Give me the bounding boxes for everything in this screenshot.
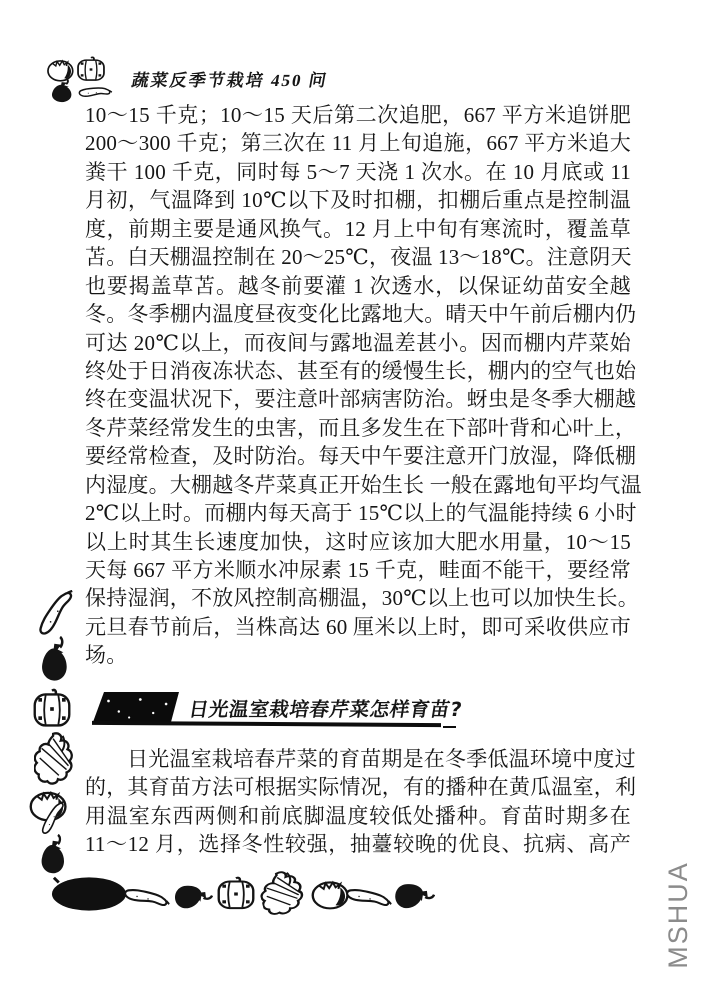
cabbage-icon — [255, 865, 312, 919]
text-line: 度，前期主要是通风换气。12 月上中旬有寒流时，覆盖草 — [85, 216, 631, 241]
text-line: 日光温室栽培春芹菜的育苗期是在冬季低温环境中度过 — [127, 747, 636, 771]
text-line: 元旦春节前后，当株高达 60 厘米以上时，即可采收供应市 — [85, 614, 631, 639]
text-line: 可达 20℃以上，而夜间与露地温差甚小。因而棚内芹菜始 — [85, 330, 631, 355]
text-line: 内湿度。大棚越冬芹菜真正开始生长 一般在露地旬平均气温 — [85, 472, 642, 497]
text-line: 以上时其生长速度加快，这时应该加大肥水用量，10～15 — [85, 529, 631, 554]
eggplant-icon — [167, 875, 215, 915]
text-line: 200～300 千克；第三次在 11 月上旬追施，667 平方米追大 — [85, 131, 631, 156]
heading-underline-tail — [443, 726, 456, 728]
cucumber-icon — [41, 801, 65, 835]
pumpkin-icon — [32, 688, 72, 730]
text-line: 冬。冬季棚内温度昼夜变化比露地大。晴天中午前后棚内仍 — [85, 302, 637, 327]
text-line: 场。 — [85, 643, 128, 668]
vegetable-cluster-icon — [46, 56, 116, 106]
text-line: 10～15 千克；10～15 天后第二次追肥，667 平方米追饼肥 — [85, 103, 631, 127]
running-head-book-title: 蔬菜反季节栽培 450 问 — [130, 71, 330, 90]
cucumber-icon — [121, 876, 170, 921]
text-line: 终处于日消夜冻状态、甚至有的缓慢生长，棚内的空气也始 — [85, 358, 637, 383]
paragraph-2 — [85, 745, 637, 859]
text-line: 要经常检查，及时防治。每天中午要注意开门放湿，降低棚 — [85, 444, 637, 469]
text-line: 月初，气温降到 10℃以下及时扣棚，扣棚后重点是控制温 — [85, 188, 631, 213]
pumpkin-icon — [216, 876, 256, 912]
question-number-block — [93, 692, 179, 722]
text-line: 11～12 月，选择冬性较强，抽薹较晚的优良、抗病、高产 — [85, 832, 631, 857]
eggplant-icon — [37, 636, 70, 686]
cucumber-icon — [38, 590, 74, 636]
text-line: 冬芹菜经常发生的虫害，而且多发生在下部叶背和心叶上， — [85, 415, 637, 440]
eggplant-icon — [37, 834, 67, 878]
text-line: 的，其育苗方法可根据实际情况，有的播种在黄瓜温室，利 — [85, 775, 637, 800]
text-line: 2℃以上时。而棚内每天高于 15℃以上的气温能持续 6 小时 — [85, 501, 637, 526]
text-line: 也要揭盖草苫。越冬前要灌 1 次透水，以保证幼苗安全越 — [85, 273, 631, 298]
cabbage-icon — [34, 731, 78, 785]
eggplant-icon — [387, 873, 438, 915]
text-line: 苫。白天棚温控制在 20～25℃，夜温 13～18℃。注意阴天 — [85, 245, 632, 270]
paragraph-1 — [85, 101, 642, 670]
melon-icon — [50, 874, 128, 912]
text-line: 粪干 100 千克，同时每 5～7 天浇 1 次水。在 10 月底或 11 — [85, 159, 631, 184]
text-line: 用温室东西两侧和前底脚温度较低处播种。育苗时期多在 — [85, 803, 631, 828]
text-line: 保持湿润，不放风控制高棚温，30℃以上也可以加快生长。 — [85, 586, 639, 611]
heading-underline — [92, 721, 441, 727]
section-heading: 日光温室栽培春芹菜怎样育苗? — [187, 698, 465, 721]
text-line: 天每 667 平方米顺水冲尿素 15 千克，畦面不能干，要经常 — [85, 558, 631, 582]
watermark-text: MSHUA — [663, 861, 693, 969]
text-line: 终在变温状况下，要注意叶部病害防治。蚜虫是冬季大棚越 — [85, 387, 637, 412]
